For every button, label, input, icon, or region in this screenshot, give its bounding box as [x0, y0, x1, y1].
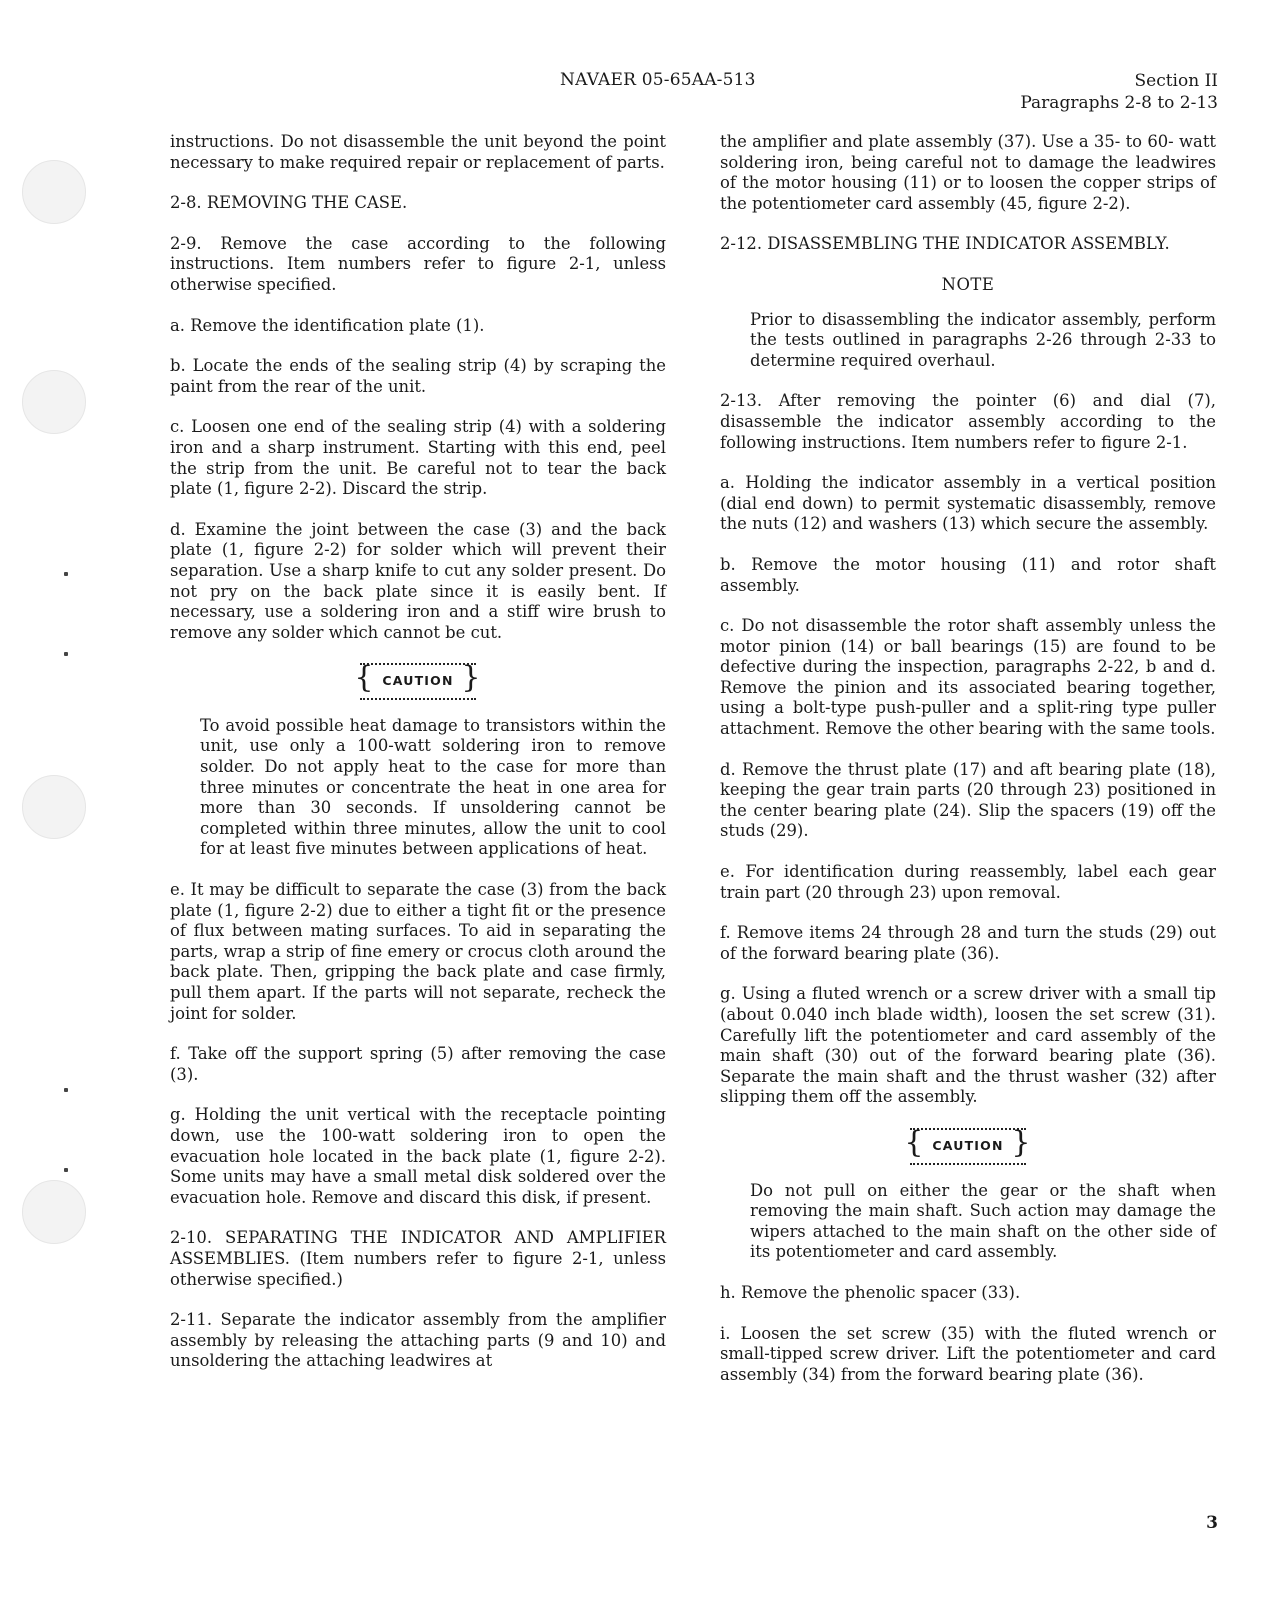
caution-banner [720, 1128, 1216, 1165]
paragraph-2-13: 2-13. After removing the pointer (6) and dial (7), disassemble the indicator assembly according to the following instructions. Item numbers refer to figure 2-1. [720, 391, 1216, 452]
caution-label: { CAUTION } [910, 1128, 1025, 1165]
paragraph-2-9: 2-9. Remove the case according to the following instructions. Item numbers refer to figure 2-1, unless otherwise specified. [170, 233, 666, 294]
step-g: g. Using a fluted wrench or a screw driver with a small tip (about 0.040 inch blade width), loosen the set screw (31). Carefully lift the potentiometer and card assembly of the main shaft (30) out of the forward bearing plate (36). Separate the main shaft and the thrust washer (32) after slipping them off the assembly. [720, 984, 1216, 1107]
note-label: NOTE [941, 274, 995, 294]
section-label: Section II [1134, 71, 1218, 91]
step-c: c. Loosen one end of the sealing strip (4) with a soldering iron and a sharp instrument. Starting with this end, peel the strip from the unit. Be careful not to tear the back plate (1, figure 2-2). Discard the strip. [170, 417, 666, 499]
punch-hole [22, 1180, 86, 1244]
page-number: 3 [1206, 1513, 1218, 1533]
step-g: g. Holding the unit vertical with the receptacle pointing down, use the 100-watt soldering iron to open the evacuation hole located in the back plate (1, figure 2-2). Some units may have a small metal disk soldered over the evacuation hole. Remove and discard this disk, if present. [170, 1105, 666, 1207]
left-column [170, 132, 666, 1392]
step-a: a. Holding the indicator assembly in a vertical position (dial end down) to permit systematic disassembly, remove the nuts (12) and washers (13) which secure the assembly. [720, 473, 1216, 534]
scan-speck [64, 572, 68, 576]
right-column [720, 132, 1216, 1405]
step-e: e. It may be difficult to separate the case (3) from the back plate (1, figure 2-2) due to either a tight fit or the presence of flux between mating surfaces. To aid in separating the parts, wrap a strip of fine emery or crocus cloth around the back plate. Then, gripping the back plate and case firmly, pull them apart. If the parts will not separate, recheck the joint for solder. [170, 880, 666, 1023]
punch-hole [22, 775, 86, 839]
heading-2-8: 2-8. REMOVING THE CASE. [170, 193, 408, 213]
step-e: e. For identification during reassembly, label each gear train part (20 through 23) upon removal. [720, 862, 1216, 902]
scan-speck [64, 652, 68, 656]
step-i: i. Loosen the set screw (35) with the fluted wrench or small-tipped screw driver. Lift the potentiometer and card assembly (34) from the forward bearing plate (36). [720, 1323, 1216, 1384]
step-b: b. Locate the ends of the sealing strip (4) by scraping the paint from the rear of the unit. [170, 356, 666, 396]
paragraph-range: Paragraphs 2-8 to 2-13 [1020, 93, 1218, 113]
paragraph-2-11-continued: the amplifier and plate assembly (37). Use a 35- to 60- watt soldering iron, being careful not to damage the leadwires of the motor housing (11) or to loosen the copper strips of the potentiometer card assembly (45, figure 2-2). [720, 132, 1216, 213]
scan-speck [64, 1088, 68, 1092]
step-d: d. Remove the thrust plate (17) and aft bearing plate (18), keeping the gear train parts (20 through 23) positioned in the center bearing plate (24). Slip the spacers (19) off the studs (29). [720, 759, 1216, 841]
caution-banner [170, 663, 666, 700]
step-c: c. Do not disassemble the rotor shaft assembly unless the motor pinion (14) or ball bearings (15) are found to be defective during the inspection, paragraphs 2-22, b and d. Remove the pinion and its associated bearing together, using a bolt-type push-puller and a split-ring type puller attachment. Remove the other bearing with the same tools. [720, 616, 1216, 739]
scan-speck [64, 1168, 68, 1172]
step-a: a. Remove the identification plate (1). [170, 315, 485, 335]
paragraph-2-11: 2-11. Separate the indicator assembly from the amplifier assembly by releasing the attaching parts (9 and 10) and unsoldering the attaching leadwires at [170, 1310, 666, 1371]
section-header [1020, 70, 1218, 114]
step-f: f. Remove items 24 through 28 and turn the studs (29) out of the forward bearing plate (36). [720, 923, 1216, 963]
punch-hole [22, 160, 86, 224]
step-d: d. Examine the joint between the case (3) and the back plate (1, figure 2-2) for solder which will prevent their separation. Use a sharp knife to cut any solder present. Do not pry on the back plate since it is easily bent. If necessary, use a soldering iron and a stiff wire brush to remove any solder which cannot be cut. [170, 519, 666, 642]
caution-label: { CAUTION } [360, 663, 475, 700]
caution-text: To avoid possible heat damage to transistors within the unit, use only a 100-watt soldering iron to remove solder. Do not apply heat to the case for more than three minutes or concentrate the heat in one area for more than 30 seconds. If unsoldering cannot be completed within three minutes, allow the unit to cool for at least five minutes between applications of heat. [200, 715, 666, 859]
heading-2-12: 2-12. DISASSEMBLING THE INDICATOR ASSEMBLY. [720, 234, 1170, 254]
step-h: h. Remove the phenolic spacer (33). [720, 1282, 1021, 1302]
step-f: f. Take off the support spring (5) after removing the case (3). [170, 1044, 666, 1084]
heading-2-10: 2-10. SEPARATING THE INDICATOR AND AMPLIFIER ASSEMBLIES. (Item numbers refer to figure 2-1, unless otherwise specified.) [170, 1228, 666, 1289]
document-number: NAVAER 05-65AA-513 [560, 70, 756, 90]
intro-text: instructions. Do not disassemble the unit beyond the point necessary to make required repair or replacement of parts. [170, 132, 666, 172]
caution-text: Do not pull on either the gear or the shaft when removing the main shaft. Such action may damage the wipers attached to the main shaft on the other side of its potentiometer and card assembly. [750, 1180, 1216, 1262]
step-b: b. Remove the motor housing (11) and rotor shaft assembly. [720, 554, 1216, 595]
punch-hole [22, 370, 86, 434]
note-text: Prior to disassembling the indicator assembly, perform the tests outlined in paragraphs 2-26 through 2-33 to determine required overhaul. [750, 309, 1216, 370]
